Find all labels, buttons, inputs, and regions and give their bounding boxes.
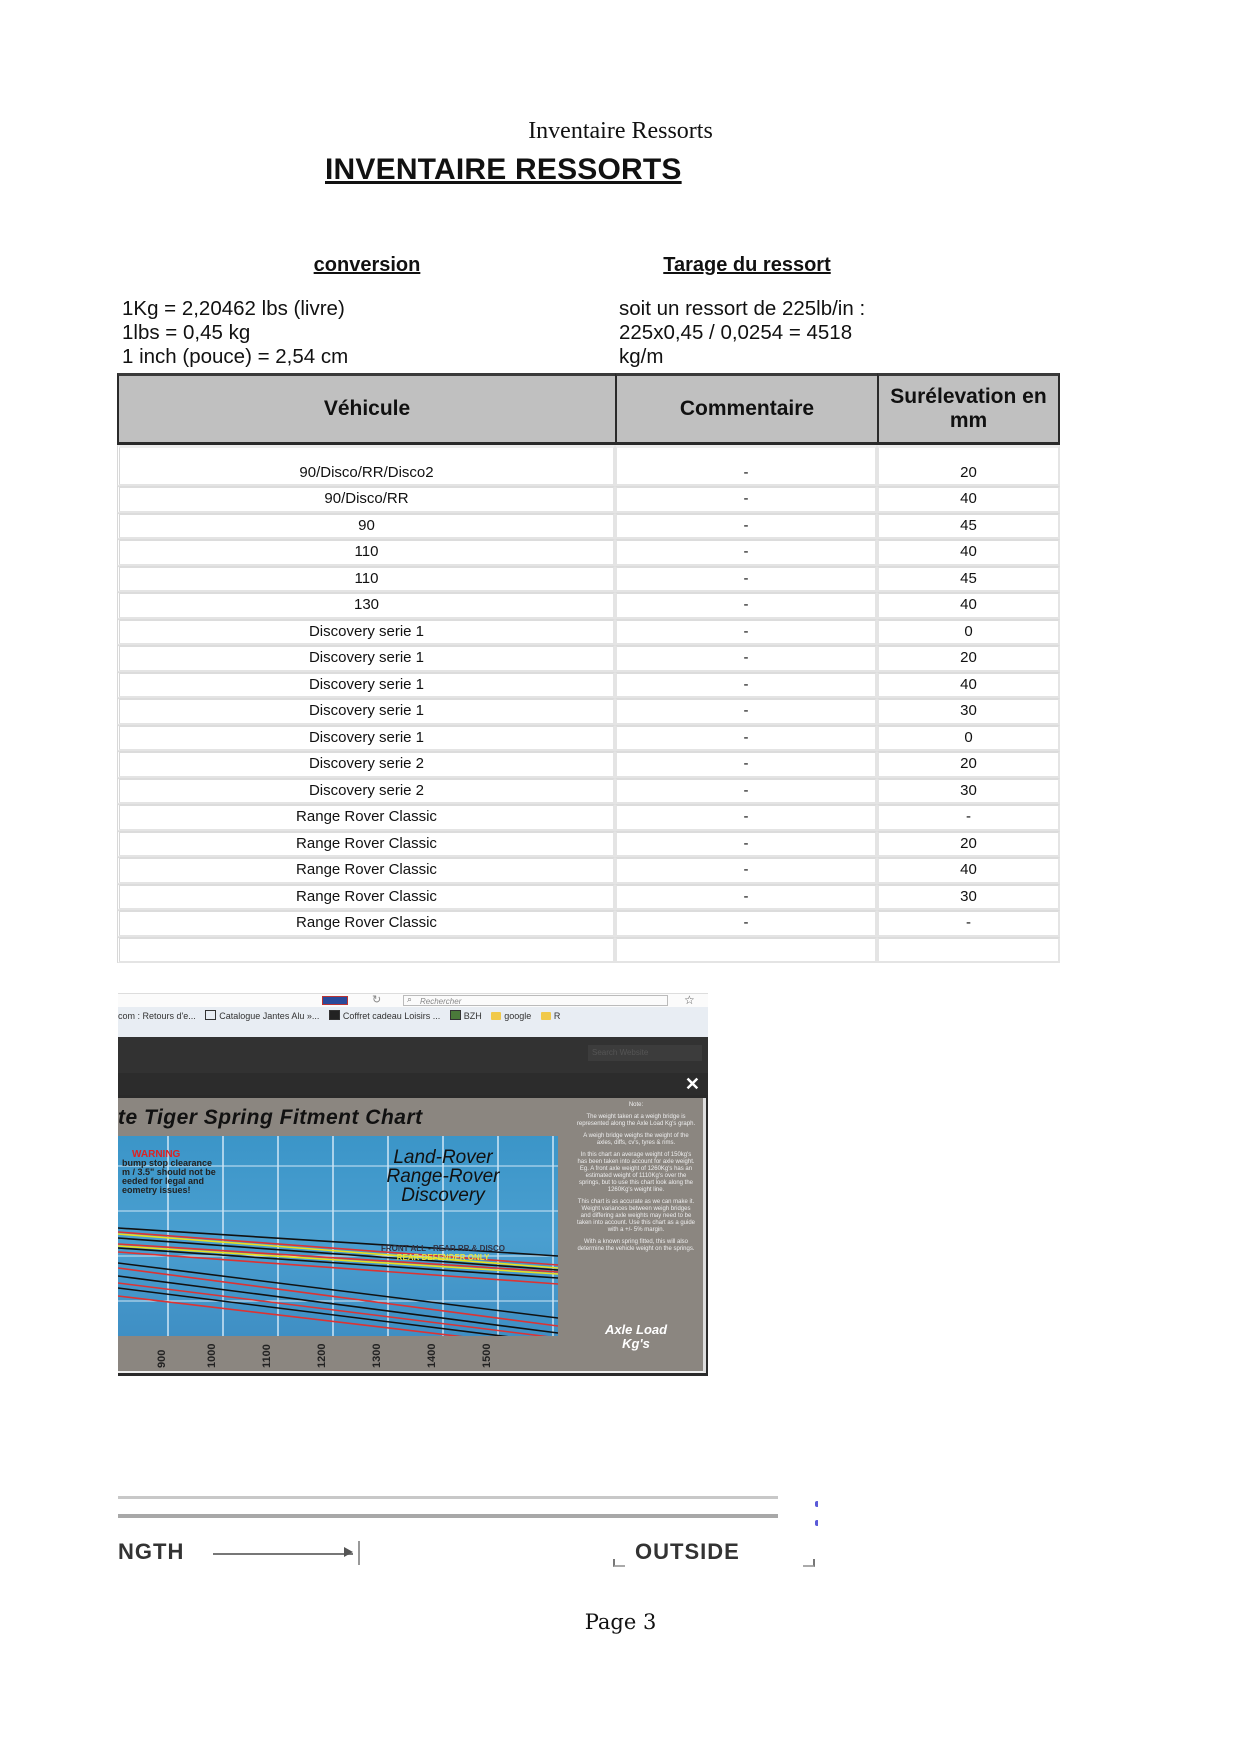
cell-vehicule: Range Rover Classic bbox=[117, 857, 615, 884]
diagram-dot bbox=[815, 1520, 818, 1526]
bookmark-item: Catalogue Jantes Alu »... bbox=[205, 1011, 319, 1021]
cell-commentaire: - bbox=[615, 619, 877, 646]
cell-vehicule: 90/Disco/RR/Disco2 bbox=[117, 445, 615, 486]
x-tick-label: 1300 bbox=[371, 1343, 383, 1368]
cell-surelevation: 45 bbox=[877, 513, 1060, 540]
bookmark-item: BZH bbox=[450, 1011, 482, 1021]
note-paragraph: This chart is as accurate as we can make it. Weight variances between weigh bridges and differing axle weights may need to be taken into account. Use this chart as a guide with a +/- 5% margin. bbox=[576, 1199, 696, 1233]
table-header-row bbox=[117, 373, 1060, 445]
axis-label-line: Kg's bbox=[622, 1336, 650, 1351]
cell-surelevation: - bbox=[877, 804, 1060, 831]
cell-vehicule: 110 bbox=[117, 539, 615, 566]
cell-surelevation: 20 bbox=[877, 445, 1060, 486]
spring-dimension-diagram bbox=[118, 1487, 818, 1572]
table-row bbox=[117, 778, 1060, 805]
chart-title: te Tiger Spring Fitment Chart bbox=[118, 1106, 423, 1129]
cell-vehicule: Range Rover Classic bbox=[117, 884, 615, 911]
conversion-line: 1lbs = 0,45 kg bbox=[122, 321, 251, 344]
length-label: NGTH bbox=[118, 1539, 185, 1564]
browser-search-field: Rechercher bbox=[403, 995, 668, 1006]
cell-commentaire: - bbox=[615, 831, 877, 858]
flag-icon bbox=[322, 996, 348, 1005]
table-row bbox=[117, 645, 1060, 672]
cell-vehicule: 130 bbox=[117, 592, 615, 619]
cell-surelevation: 0 bbox=[877, 725, 1060, 752]
note-paragraph: A weigh bridge weighs the weight of the axles, diffs, cv's, tyres & rims. bbox=[583, 1133, 689, 1146]
cell-commentaire bbox=[615, 937, 877, 964]
table-row bbox=[117, 445, 1060, 486]
page-number: Page 3 bbox=[584, 1610, 657, 1634]
running-header bbox=[0, 118, 1241, 145]
document-title: INVENTAIRE RESSORTS bbox=[325, 153, 682, 186]
table-row bbox=[117, 566, 1060, 593]
arrow-icon bbox=[213, 1553, 353, 1555]
cell-surelevation: 40 bbox=[877, 486, 1060, 513]
rear-note: REAR DEFENDER ONLY bbox=[396, 1253, 490, 1262]
spring-rate-line bbox=[118, 1288, 558, 1336]
cell-vehicule: 110 bbox=[117, 566, 615, 593]
table-row bbox=[117, 725, 1060, 752]
axis-label-line: Axle Load bbox=[604, 1322, 668, 1337]
dimension-tick bbox=[358, 1541, 360, 1565]
warning-line: bump stop clearance bbox=[122, 1158, 213, 1168]
cell-commentaire: - bbox=[615, 566, 877, 593]
note-heading: Note: bbox=[628, 1102, 644, 1108]
cell-surelevation: 20 bbox=[877, 751, 1060, 778]
close-icon: ✕ bbox=[684, 1074, 700, 1094]
chart-plot-area bbox=[118, 1136, 558, 1336]
cell-commentaire: - bbox=[615, 725, 877, 752]
cell-commentaire: - bbox=[615, 778, 877, 805]
cell-surelevation: 30 bbox=[877, 778, 1060, 805]
tarage-line: soit un ressort de 225lb/in : bbox=[619, 297, 866, 320]
cell-commentaire: - bbox=[615, 645, 877, 672]
dimension-bracket bbox=[613, 1559, 625, 1567]
spring-fitment-chart-screenshot bbox=[118, 993, 708, 1376]
warning-line: eometry issues! bbox=[122, 1185, 191, 1195]
tarage-line: kg/m bbox=[619, 345, 664, 368]
cell-vehicule: Discovery serie 1 bbox=[117, 619, 615, 646]
conversion-line: 1Kg = 2,20462 lbs (livre) bbox=[122, 297, 345, 320]
browser-toolbar bbox=[118, 993, 708, 1008]
cell-vehicule: Discovery serie 1 bbox=[117, 672, 615, 699]
conversion-heading: conversion bbox=[313, 254, 421, 276]
table-row bbox=[117, 910, 1060, 937]
table-row bbox=[117, 751, 1060, 778]
note-paragraph: With a known spring fitted, this will also determine the vehicle weight on the springs. bbox=[577, 1239, 695, 1252]
cell-commentaire: - bbox=[615, 592, 877, 619]
site-icon bbox=[205, 1010, 216, 1020]
cell-commentaire: - bbox=[615, 486, 877, 513]
table-row bbox=[117, 539, 1060, 566]
diagram-line bbox=[118, 1496, 778, 1499]
cell-commentaire: - bbox=[615, 698, 877, 725]
bookmark-item: R bbox=[541, 1011, 561, 1021]
site-icon bbox=[450, 1010, 461, 1020]
cell-commentaire: - bbox=[615, 804, 877, 831]
x-tick-label: 1200 bbox=[316, 1343, 328, 1368]
column-header-surelevation: Surélevation en mm bbox=[877, 373, 1060, 445]
cell-vehicule: Range Rover Classic bbox=[117, 804, 615, 831]
axis-label bbox=[576, 1323, 696, 1351]
x-tick-label: 1500 bbox=[481, 1343, 493, 1368]
cell-commentaire: - bbox=[615, 672, 877, 699]
cell-vehicule: Discovery serie 1 bbox=[117, 645, 615, 672]
diagram-dot bbox=[815, 1501, 818, 1507]
x-axis bbox=[118, 1336, 558, 1371]
running-header-text: Inventaire Ressorts bbox=[528, 118, 713, 144]
cell-vehicule: 90/Disco/RR bbox=[117, 486, 615, 513]
note-paragraph: The weight taken at a weigh bridge is represented along the Axle Load Kg's graph. bbox=[576, 1114, 696, 1127]
reload-icon: ↻ bbox=[372, 994, 382, 1006]
brand-name: Land-Rover bbox=[393, 1147, 493, 1168]
outside-label: OUTSIDE bbox=[635, 1539, 740, 1564]
warning-heading: WARNING bbox=[132, 1149, 181, 1160]
cell-vehicule: Range Rover Classic bbox=[117, 910, 615, 937]
x-tick-label: 1100 bbox=[261, 1344, 273, 1368]
table-row bbox=[117, 486, 1060, 513]
conversion-block bbox=[122, 297, 348, 369]
table-row bbox=[117, 513, 1060, 540]
site-header-bar bbox=[118, 1037, 708, 1073]
site-icon bbox=[329, 1010, 340, 1020]
cell-surelevation: 30 bbox=[877, 884, 1060, 911]
table-row bbox=[117, 619, 1060, 646]
cell-commentaire: - bbox=[615, 884, 877, 911]
bookmarks-bar bbox=[118, 1007, 708, 1037]
site-search-box: Search Website bbox=[588, 1045, 702, 1061]
cell-vehicule: 90 bbox=[117, 513, 615, 540]
cell-commentaire: - bbox=[615, 910, 877, 937]
table-row bbox=[117, 672, 1060, 699]
table-row bbox=[117, 592, 1060, 619]
table-row bbox=[117, 884, 1060, 911]
table-row bbox=[117, 831, 1060, 858]
column-header-commentaire: Commentaire bbox=[615, 373, 877, 445]
fitment-chart-image bbox=[118, 1098, 706, 1373]
dimension-bracket bbox=[803, 1559, 815, 1567]
cell-surelevation: 45 bbox=[877, 566, 1060, 593]
cell-commentaire: - bbox=[615, 751, 877, 778]
folder-icon bbox=[491, 1012, 501, 1020]
front-note: FRONT ALL - REAR RR & DISCO bbox=[381, 1244, 505, 1253]
chart-note bbox=[576, 1102, 696, 1258]
diagram-line bbox=[118, 1514, 778, 1518]
tarage-block bbox=[619, 297, 909, 369]
cell-vehicule: Discovery serie 1 bbox=[117, 698, 615, 725]
warning-line: eeded for legal and bbox=[122, 1176, 205, 1186]
bookmark-star-icon: ☆ bbox=[684, 993, 695, 1007]
cell-surelevation bbox=[877, 937, 1060, 964]
x-tick-label: 900 bbox=[156, 1349, 168, 1368]
modal-bar bbox=[118, 1073, 708, 1095]
table-row bbox=[117, 857, 1060, 884]
cell-surelevation: 20 bbox=[877, 645, 1060, 672]
cell-commentaire: - bbox=[615, 539, 877, 566]
cell-vehicule: Discovery serie 1 bbox=[117, 725, 615, 752]
cell-commentaire: - bbox=[615, 513, 877, 540]
column-header-vehicule: Véhicule bbox=[117, 373, 615, 445]
cell-surelevation: 40 bbox=[877, 539, 1060, 566]
search-icon: ⌕ bbox=[407, 994, 413, 1004]
warning-text bbox=[122, 1150, 216, 1195]
arrow-head-icon bbox=[344, 1547, 353, 1557]
note-paragraph: In this chart an average weight of 150kg's has been taken into account for axle weight. Eg. A front axle weight of 1260Kg's has an estimated weight of 1110Kg's over the springs, but to use this chart look along the 1260Kg's weight line. bbox=[577, 1152, 695, 1193]
cell-vehicule: Discovery serie 2 bbox=[117, 778, 615, 805]
cell-vehicule bbox=[117, 937, 615, 964]
cell-commentaire: - bbox=[615, 857, 877, 884]
bookmark-item: Coffret cadeau Loisirs ... bbox=[329, 1011, 440, 1021]
tarage-line: 225x0,45 / 0,0254 = 4518 bbox=[619, 321, 853, 344]
brand-name: Discovery bbox=[401, 1185, 485, 1206]
springs-table bbox=[117, 373, 1060, 963]
table-body bbox=[117, 445, 1060, 963]
cell-surelevation: - bbox=[877, 910, 1060, 937]
cell-surelevation: 40 bbox=[877, 672, 1060, 699]
cell-commentaire: - bbox=[615, 445, 877, 486]
bookmark-item: com : Retours d'e... bbox=[118, 1011, 196, 1021]
cell-vehicule: Discovery serie 2 bbox=[117, 751, 615, 778]
cell-surelevation: 0 bbox=[877, 619, 1060, 646]
brand-list bbox=[343, 1148, 543, 1205]
bookmark-item: google bbox=[491, 1011, 531, 1021]
x-tick-label: 1000 bbox=[206, 1343, 218, 1368]
table-row bbox=[117, 937, 1060, 964]
tarage-heading: Tarage du ressort bbox=[663, 254, 831, 276]
warning-line: m / 3.5" should not be bbox=[122, 1167, 216, 1177]
table-row bbox=[117, 804, 1060, 831]
cell-vehicule: Range Rover Classic bbox=[117, 831, 615, 858]
cell-surelevation: 30 bbox=[877, 698, 1060, 725]
cell-surelevation: 20 bbox=[877, 831, 1060, 858]
folder-icon bbox=[541, 1012, 551, 1020]
cell-surelevation: 40 bbox=[877, 857, 1060, 884]
table-row bbox=[117, 698, 1060, 725]
brand-name: Range-Rover bbox=[386, 1166, 500, 1187]
conversion-line: 1 inch (pouce) = 2,54 cm bbox=[122, 345, 349, 368]
x-tick-label: 1400 bbox=[426, 1343, 438, 1368]
cell-surelevation: 40 bbox=[877, 592, 1060, 619]
